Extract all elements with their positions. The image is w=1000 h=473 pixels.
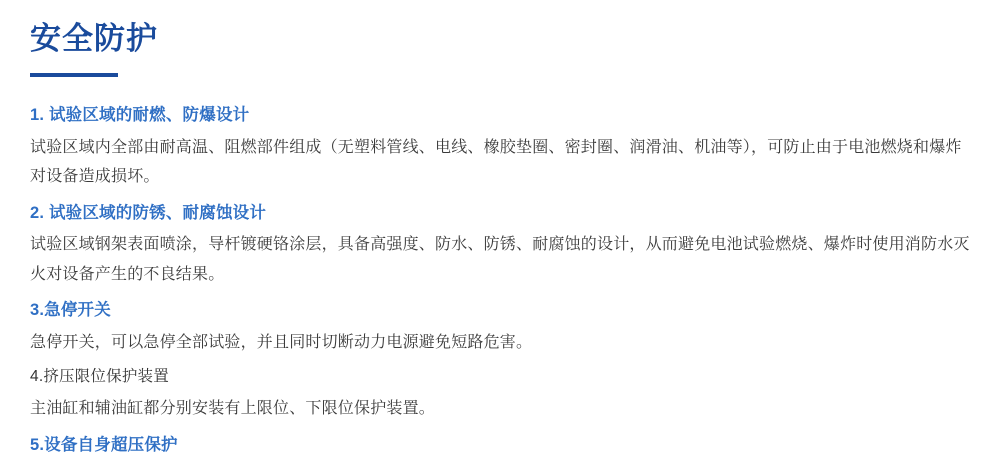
section-4-heading: 4.挤压限位保护装置	[30, 368, 169, 386]
section-2-body: 试验区域钢架表面喷涂，导杆镀硬铬涂层，具备高强度、防水、防锈、耐腐蚀的设计，从而避免电池试验燃烧、爆炸时使用消防水灭火对设备产生的不良结果。	[30, 236, 970, 283]
section-1	[30, 102, 970, 192]
section-4	[30, 365, 970, 423]
content-body	[30, 102, 970, 458]
page-title: 安全防护	[30, 21, 158, 56]
section-2	[30, 200, 970, 290]
section-2-heading: 2. 试验区域的防锈、耐腐蚀设计	[30, 203, 267, 222]
section-5-heading: 5.设备自身超压保护	[30, 435, 178, 454]
section-1-body: 试验区域内全部由耐高温、阻燃部件组成（无塑料管线、电线、橡胶垫圈、密封圈、润滑油、机油等），可防止由于电池燃烧和爆炸对设备造成损坏。	[30, 138, 962, 186]
section-5	[30, 432, 970, 458]
section-3	[30, 297, 970, 357]
section-1-heading: 1. 试验区域的耐燃、防爆设计	[30, 106, 250, 125]
title-block	[30, 0, 970, 77]
section-3-heading: 3.急停开关	[30, 301, 111, 320]
section-4-body: 主油缸和辅油缸都分别安装有上限位、下限位保护装置。	[30, 400, 436, 418]
title-underline-rule	[30, 73, 118, 77]
section-3-body: 急停开关，可以急停全部试验，并且同时切断动力电源避免短路危害。	[30, 333, 533, 351]
